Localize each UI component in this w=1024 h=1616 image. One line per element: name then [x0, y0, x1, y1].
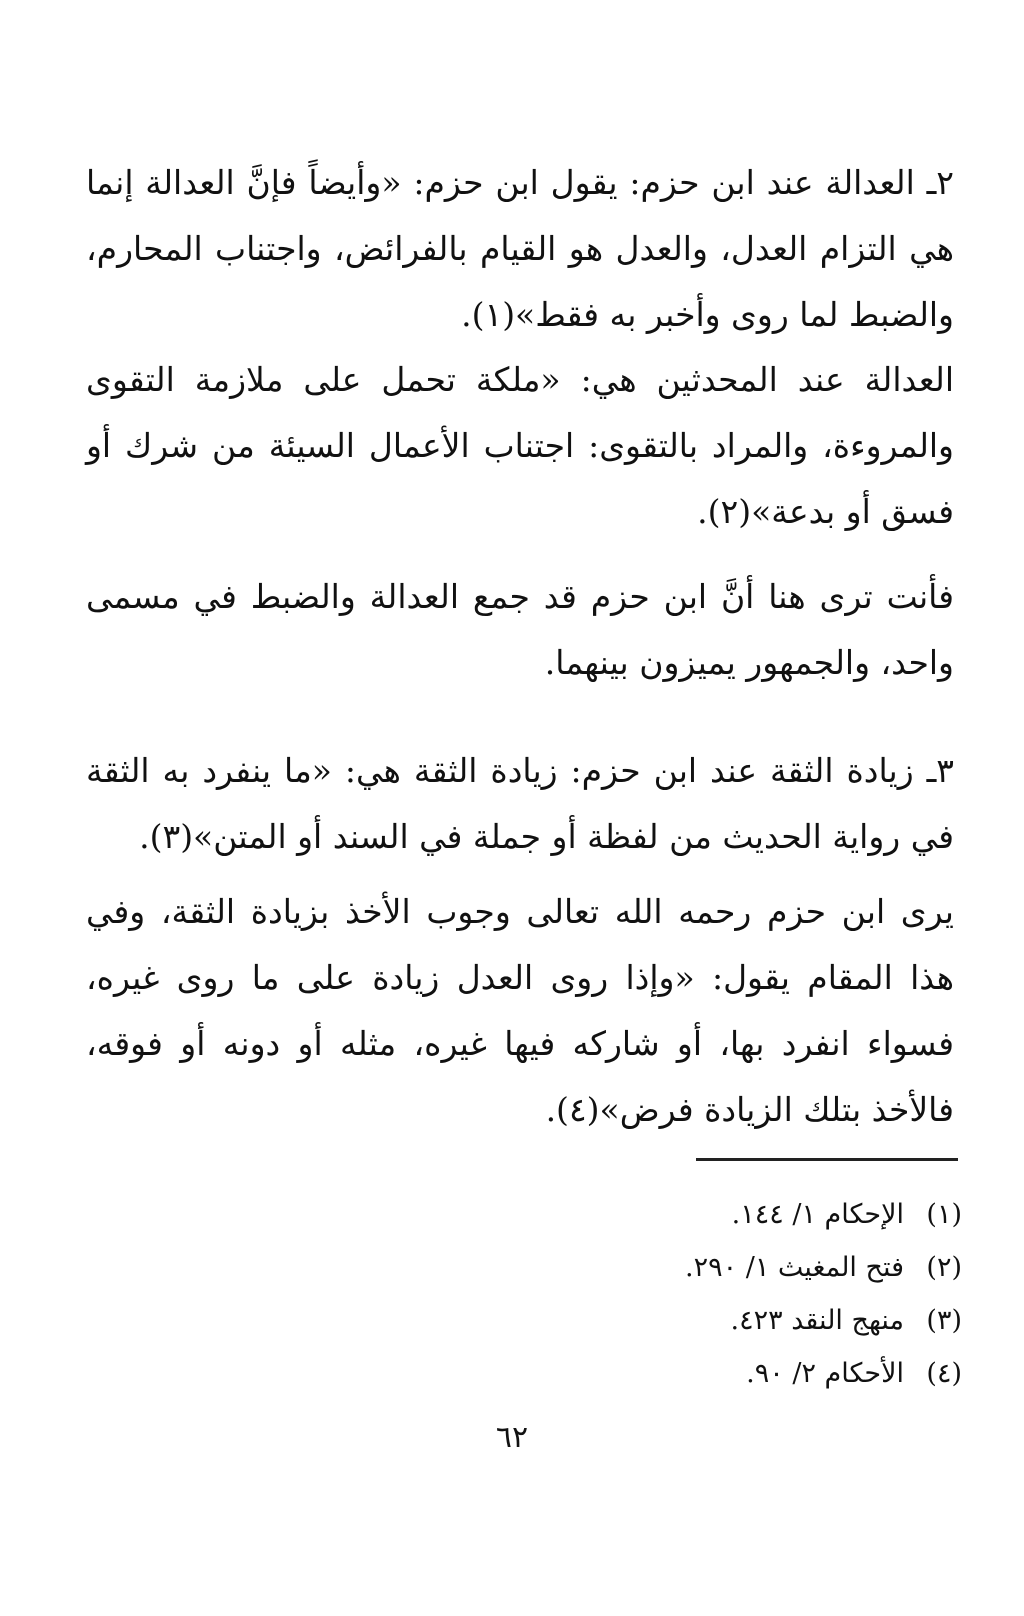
footnote-number: (٣)	[926, 1305, 962, 1336]
footnote-item	[500, 1347, 962, 1400]
footnote-number: (١)	[926, 1199, 962, 1230]
paragraph-ibn-hazm-view: يرى ابن حزم رحمه الله تعالى وجوب الأخذ بزيادة الثقة، وفي هذا المقام يقول: «وإذا روى العدل زيادة على ما روى غيره، فسواء انفرد بها، أو شاركه فيها غيره، مثله أو دونه أو فوقه، فالأخذ بتلك الزيادة فرض»(٤).	[86, 892, 954, 1129]
footnote-number: (٢)	[926, 1252, 962, 1283]
footnote-number: (٤)	[926, 1358, 962, 1389]
footnote-divider	[696, 1158, 958, 1161]
footnote-text: فتح المغيث ١/ ٢٩٠.	[685, 1252, 904, 1283]
paragraph-comparison: فأنت ترى هنا أنَّ ابن حزم قد جمع العدالة والضبط في مسمى واحد، والجمهور يميزون بينهما.	[86, 577, 954, 682]
footnote-text: الأحكام ٢/ ٩٠.	[746, 1358, 904, 1389]
footnote-item	[500, 1294, 962, 1347]
footnote-item	[500, 1241, 962, 1294]
paragraph-ziyadat-thiqa: ٣ـ زيادة الثقة عند ابن حزم: زيادة الثقة هي: «ما ينفرد به الثقة في رواية الحديث من لفظة أو جملة في السند أو المتن»(٣).	[86, 751, 954, 856]
footnote-item	[500, 1188, 962, 1241]
footnote-text: منهج النقد ٤٢٣.	[730, 1305, 904, 1336]
paragraph-ibn-hazm-adala: ٢ـ العدالة عند ابن حزم: يقول ابن حزم: «وأيضاً فإنَّ العدالة إنما هي التزام العدل، والعدل هو القيام بالفرائض، واجتناب المحارم، والضبط لما روى وأخبر به فقط»(١).	[86, 163, 954, 334]
page-number: ٦٢	[495, 1420, 529, 1455]
paragraph-muhaddithin-adala: العدالة عند المحدثين هي: «ملكة تحمل على ملازمة التقوى والمروءة، والمراد بالتقوى: اجتناب الأعمال السيئة من شرك أو فسق أو بدعة»(٢).	[86, 360, 954, 531]
footnotes	[500, 1188, 962, 1400]
footnote-text: الإحكام ١/ ١٤٤.	[731, 1199, 904, 1230]
